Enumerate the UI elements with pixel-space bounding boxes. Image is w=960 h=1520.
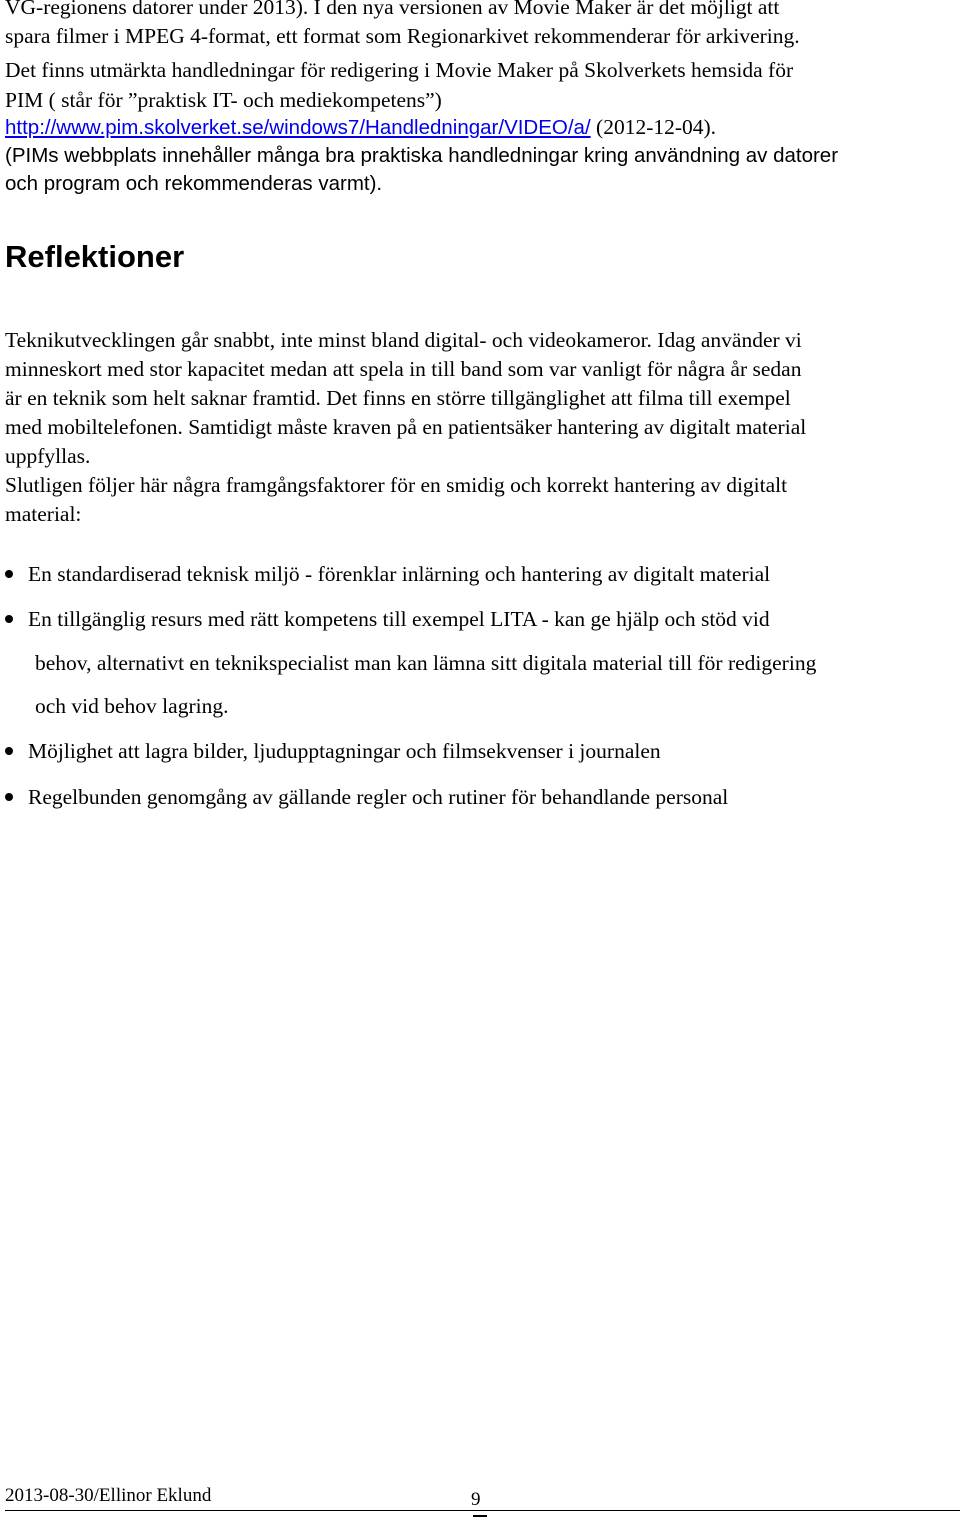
bullet-icon xyxy=(5,747,13,755)
list-item-text: En tillgänglig resurs med rätt kompetens till exempel LITA - kan ge hjälp och stöd vid xyxy=(28,607,770,631)
bullet-icon xyxy=(5,615,13,623)
paragraph-line: Teknikutvecklingen går snabbt, inte minst bland digital- och videokameror. Idag använder vi xyxy=(5,328,802,352)
intro-line-4: PIM ( står för ”praktisk IT- och mediekompetens”) xyxy=(5,88,442,112)
section-heading: Reflektioner xyxy=(5,239,185,274)
list-item-continuation: och vid behov lagring. xyxy=(35,694,229,718)
intro-line-1: VG-regionens datorer under 2013). I den nya versionen av Movie Maker är det möjligt att xyxy=(5,0,780,19)
bullet-icon xyxy=(5,793,13,801)
intro-line-6: (PIMs webbplats innehåller många bra praktiska handledningar kring användning av datorer xyxy=(5,144,839,167)
paragraph-line: minneskort med stor kapacitet medan att spela in till band som var vanligt för några år sedan xyxy=(5,357,802,381)
intro-line-2: spara filmer i MPEG 4-format, ett format som Regionarkivet rekommenderar för arkivering. xyxy=(5,24,800,48)
list-item-text: En standardiserad teknisk miljö - förenklar inlärning och hantering av digitalt material xyxy=(28,562,771,586)
paragraph-line: med mobiltelefonen. Samtidigt måste kraven på en patientsäker hantering av digitalt material xyxy=(5,415,807,439)
list-item-continuation: behov, alternativt en teknikspecialist man kan lämna sitt digitala material till för redigering xyxy=(35,651,817,675)
page-number: 9 xyxy=(471,1489,481,1510)
paragraph-line: uppfyllas. xyxy=(5,444,91,468)
intro-link-line xyxy=(5,113,716,142)
bullet-icon xyxy=(5,570,13,578)
list-item-text: Möjlighet att lagra bilder, ljudupptagningar och filmsekvenser i journalen xyxy=(28,739,661,763)
pim-link[interactable]: http://www.pim.skolverket.se/windows7/Handledningar/VIDEO/a/ xyxy=(5,116,591,139)
paragraph-line: material: xyxy=(5,502,82,526)
paragraph-line: Slutligen följer här några framgångsfaktorer för en smidig och korrekt hantering av digitalt xyxy=(5,473,788,497)
paragraph-line: är en teknik som helt saknar framtid. Det finns en större tillgänglighet att filma till exempel xyxy=(5,386,791,410)
footer-date-author: 2013-08-30/Ellinor Eklund xyxy=(5,1485,212,1506)
footer-divider xyxy=(5,1510,960,1511)
intro-line-7: och program och rekommenderas varmt). xyxy=(5,172,383,195)
list-item-text: Regelbunden genomgång av gällande regler och rutiner för behandlande personal xyxy=(28,785,729,809)
link-date: (2012-12-04). xyxy=(590,115,717,139)
page-number-underline xyxy=(473,1515,487,1517)
intro-line-3: Det finns utmärkta handledningar för redigering i Movie Maker på Skolverkets hemsida för xyxy=(5,58,794,82)
